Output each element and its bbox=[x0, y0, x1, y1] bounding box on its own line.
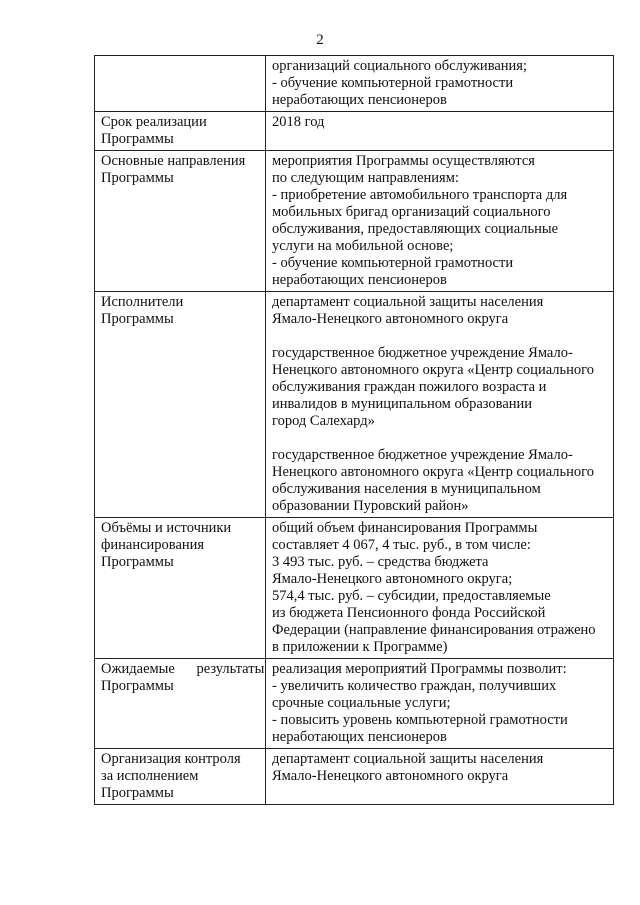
value-line: обслуживания населения в муниципальном bbox=[272, 481, 541, 497]
value-line: образовании Пуровский район» bbox=[272, 498, 469, 514]
value-line: составляет 4 067, 4 тыс. руб., в том числе: bbox=[272, 537, 531, 553]
label-line: Исполнители bbox=[101, 294, 184, 310]
row-value-cell bbox=[266, 749, 614, 805]
row-label-cell bbox=[95, 292, 266, 518]
label-line: Программы bbox=[101, 678, 174, 694]
value-line: мобильных бригад организаций социального bbox=[272, 204, 551, 220]
value-line: срочные социальные услуги; bbox=[272, 695, 451, 711]
table-row-expected-results bbox=[95, 659, 614, 749]
label-line: Программы bbox=[101, 311, 174, 327]
label-line: Программы bbox=[101, 170, 174, 186]
value-line: неработающих пенсионеров bbox=[272, 92, 447, 108]
value-line: Федерации (направление финансирования отражено bbox=[272, 622, 596, 638]
table-row-main-directions bbox=[95, 151, 614, 292]
table-row-funding bbox=[95, 518, 614, 659]
row-value-cell bbox=[266, 151, 614, 292]
value-line: государственное бюджетное учреждение Ямало- bbox=[272, 345, 573, 361]
label-line: финансирования bbox=[101, 537, 205, 553]
value-line: неработающих пенсионеров bbox=[272, 729, 447, 745]
value-line: услуги на мобильной основе; bbox=[272, 238, 454, 254]
row-value-cell bbox=[266, 292, 614, 518]
row-label-cell bbox=[95, 659, 266, 749]
row-label-cell bbox=[95, 151, 266, 292]
value-line: в приложении к Программе) bbox=[272, 639, 448, 655]
value-line: государственное бюджетное учреждение Ямало- bbox=[272, 447, 573, 463]
row-label-cell bbox=[95, 112, 266, 151]
value-line: организаций социального обслуживания; bbox=[272, 58, 528, 74]
value-line: инвалидов в муниципальном образовании bbox=[272, 396, 533, 412]
value-line: Ямало-Ненецкого автономного округа bbox=[272, 768, 509, 784]
value-line: - повысить уровень компьютерной грамотности bbox=[272, 712, 568, 728]
row-label-cell bbox=[95, 749, 266, 805]
label-line: Срок реализации bbox=[101, 114, 207, 130]
label-line: Организация контроля bbox=[101, 751, 241, 767]
row-value-cell bbox=[266, 659, 614, 749]
row-value-cell bbox=[266, 518, 614, 659]
value-line: - обучение компьютерной грамотности bbox=[272, 255, 514, 271]
blank-line bbox=[272, 430, 608, 447]
value-line: обслуживания граждан пожилого возраста и bbox=[272, 379, 547, 395]
blank-line bbox=[272, 328, 608, 345]
value-line: - обучение компьютерной грамотности bbox=[272, 75, 514, 91]
table-row-continuation bbox=[95, 56, 614, 112]
label-line: Ожидаемые результаты bbox=[101, 661, 265, 677]
value-line: из бюджета Пенсионного фонда Российской bbox=[272, 605, 546, 621]
value-line: Ямало-Ненецкого автономного округа; bbox=[272, 571, 513, 587]
label-line: за исполнением bbox=[101, 768, 199, 784]
program-passport-table bbox=[94, 55, 614, 805]
label-line: Объёмы и источники bbox=[101, 520, 232, 536]
row-value-cell bbox=[266, 56, 614, 112]
value-line: департамент социальной защиты населения bbox=[272, 751, 544, 767]
page-number: 2 bbox=[316, 32, 324, 48]
label-line: Программы bbox=[101, 554, 174, 570]
label-line: Программы bbox=[101, 131, 174, 147]
value-line: Ямало-Ненецкого автономного округа bbox=[272, 311, 509, 327]
value-line: общий объем финансирования Программы bbox=[272, 520, 538, 536]
value-line: 574,4 тыс. руб. – субсидии, предоставляемые bbox=[272, 588, 551, 604]
value-line: 2018 год bbox=[272, 114, 325, 130]
row-label-cell bbox=[95, 518, 266, 659]
label-line: Программы bbox=[101, 785, 174, 801]
value-line: департамент социальной защиты населения bbox=[272, 294, 544, 310]
row-value-cell bbox=[266, 112, 614, 151]
value-line: по следующим направлениям: bbox=[272, 170, 459, 186]
table-row-executors bbox=[95, 292, 614, 518]
table-row-control bbox=[95, 749, 614, 805]
table-row-implementation-period bbox=[95, 112, 614, 151]
value-line: город Салехард» bbox=[272, 413, 375, 429]
value-line: 3 493 тыс. руб. – средства бюджета bbox=[272, 554, 489, 570]
value-line: Ненецкого автономного округа «Центр социального bbox=[272, 362, 594, 378]
row-label-cell bbox=[95, 56, 266, 112]
value-line: Ненецкого автономного округа «Центр социального bbox=[272, 464, 594, 480]
value-line: - увеличить количество граждан, получивших bbox=[272, 678, 557, 694]
value-line: неработающих пенсионеров bbox=[272, 272, 447, 288]
value-line: мероприятия Программы осуществляются bbox=[272, 153, 535, 169]
value-line: реализация мероприятий Программы позволит: bbox=[272, 661, 567, 677]
value-line: обслуживания, предоставляющих социальные bbox=[272, 221, 559, 237]
label-line: Основные направления bbox=[101, 153, 246, 169]
value-line: - приобретение автомобильного транспорта для bbox=[272, 187, 568, 203]
